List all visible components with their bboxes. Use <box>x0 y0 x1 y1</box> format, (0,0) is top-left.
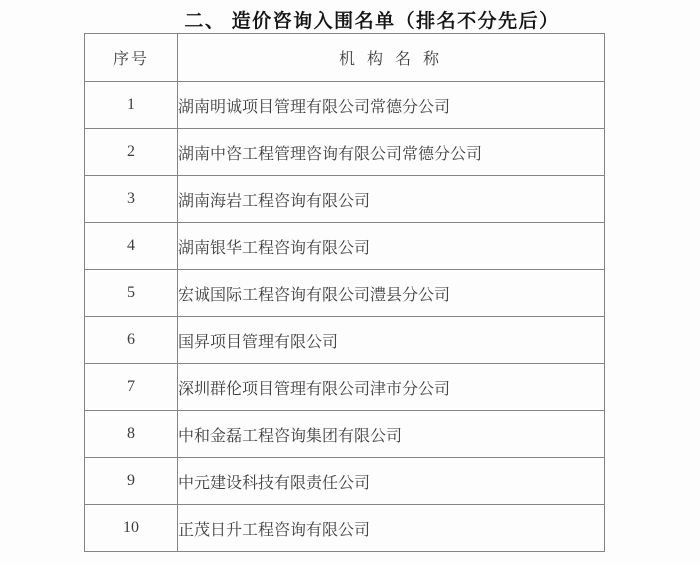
org-name-cell: 湖南银华工程咨询有限公司 <box>178 223 605 270</box>
row-number-cell: 8 <box>85 411 178 458</box>
table-row <box>85 458 605 505</box>
table-row <box>85 364 605 411</box>
table-row <box>85 82 605 129</box>
row-number-cell: 7 <box>85 364 178 411</box>
org-name-cell: 湖南中咨工程管理咨询有限公司常德分公司 <box>178 129 605 176</box>
org-name-cell: 湖南明诚项目管理有限公司常德分公司 <box>178 82 605 129</box>
table-row <box>85 129 605 176</box>
row-number-cell: 9 <box>85 458 178 505</box>
row-number-cell: 10 <box>85 505 178 552</box>
column-header-serial-number: 序号 <box>85 34 178 82</box>
table-row <box>85 317 605 364</box>
org-name-cell: 宏诚国际工程咨询有限公司澧县分公司 <box>178 270 605 317</box>
org-name-cell: 国昇项目管理有限公司 <box>178 317 605 364</box>
table-row <box>85 411 605 458</box>
row-number-cell: 6 <box>85 317 178 364</box>
row-number-cell: 5 <box>85 270 178 317</box>
row-number-cell: 1 <box>85 82 178 129</box>
org-name-cell: 深圳群伦项目管理有限公司津市分公司 <box>178 364 605 411</box>
page-title: 二、 造价咨询入围名单（排名不分先后） <box>184 11 560 32</box>
table-row <box>85 505 605 552</box>
org-name-cell: 正茂日升工程咨询有限公司 <box>178 505 605 552</box>
table-header-row <box>85 34 605 82</box>
row-number-cell: 2 <box>85 129 178 176</box>
table-row <box>85 176 605 223</box>
org-name-cell: 中元建设科技有限责任公司 <box>178 458 605 505</box>
column-header-organization-name: 机 构 名 称 <box>178 34 605 82</box>
table-row <box>85 223 605 270</box>
shortlist-table <box>84 33 605 552</box>
row-number-cell: 4 <box>85 223 178 270</box>
org-name-cell: 中和金磊工程咨询集团有限公司 <box>178 411 605 458</box>
row-number-cell: 3 <box>85 176 178 223</box>
org-name-cell: 湖南海岩工程咨询有限公司 <box>178 176 605 223</box>
table-row <box>85 270 605 317</box>
